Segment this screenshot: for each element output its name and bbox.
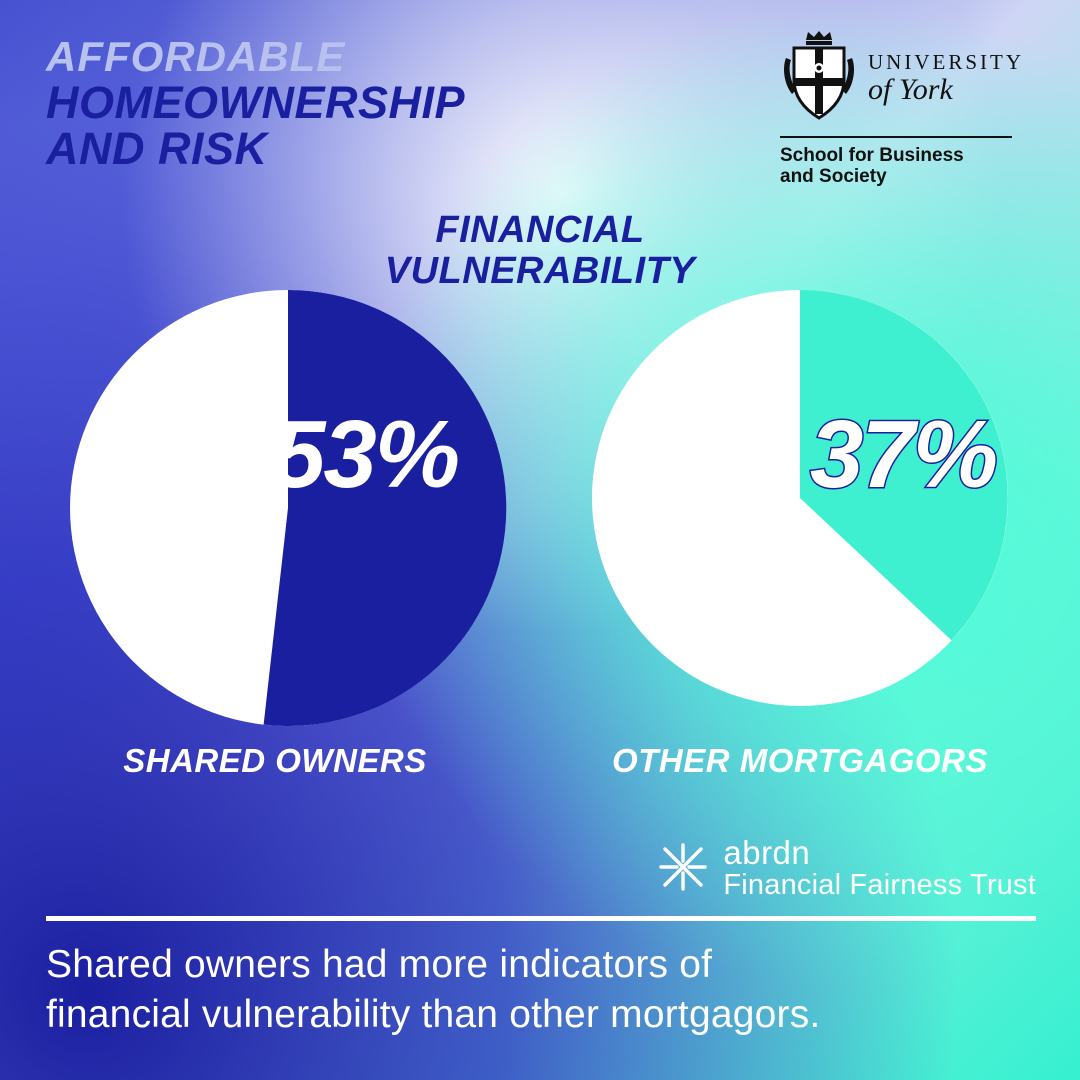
title-main [46, 77, 466, 175]
pie-value-other-mortgagors: 37% [810, 401, 997, 508]
footer-divider [46, 916, 1036, 921]
title-faded-line: AFFORDABLE [46, 33, 346, 80]
footer-line-1: Shared owners had more indicators of [46, 943, 713, 986]
department-line-1: School for Business [780, 145, 964, 166]
abrdn-mark-icon [657, 841, 709, 898]
university-name [868, 50, 1024, 107]
title-line-1: HOMEOWNERSHIP [46, 77, 466, 129]
university-name-line-1: UNIVERSITY [868, 49, 1024, 74]
department-line-2: and Society [780, 166, 887, 188]
partner-tagline: Financial Fairness Trust [723, 869, 1036, 901]
title-line-2: AND RISK [46, 123, 268, 175]
partner-logo-text [723, 836, 1036, 902]
partner-logo [657, 836, 1036, 902]
footer-line-2: financial vulnerability than other mortgagors. [46, 992, 821, 1036]
university-logo [780, 28, 1040, 188]
york-crest-icon [780, 28, 858, 128]
footer-caption [46, 940, 1046, 1040]
pie-label-other-mortgagors: OTHER MORTGAGORS [612, 742, 988, 779]
pie-label-shared-owners: SHARED OWNERS [123, 742, 427, 779]
university-name-line-2: of York [868, 72, 953, 106]
pie-chart-shared-owners [58, 278, 518, 743]
page-title [46, 33, 466, 175]
pie-value-shared-owners: 53% [272, 401, 459, 508]
partner-name: abrdn [723, 834, 811, 871]
university-department [780, 145, 1040, 188]
chart-title-line-1: FINANCIAL [435, 209, 645, 251]
logo-divider [780, 136, 1012, 138]
university-logo-top [780, 28, 1040, 128]
chart-title-line-2: VULNERABILITY [384, 250, 696, 293]
